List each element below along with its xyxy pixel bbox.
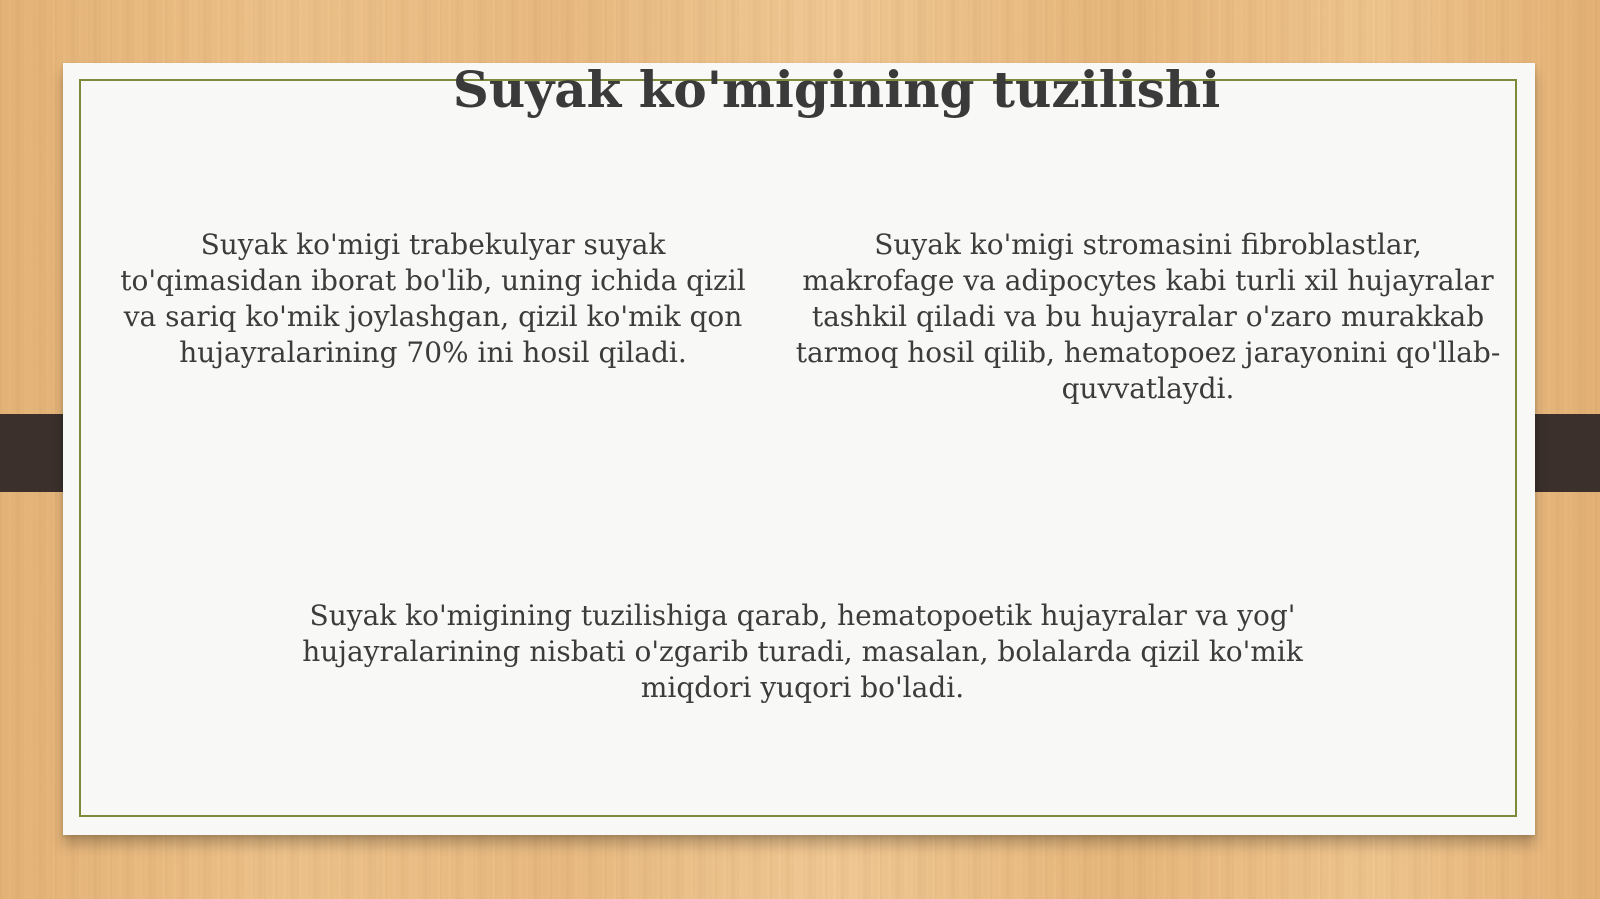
slide-frame	[79, 79, 1517, 817]
slide-title: Suyak ko'migining tuzilishi	[452, 60, 1221, 119]
bottom-text-block: Suyak ko'migining tuzilishiga qarab, hematopoetik hujayralar va yog' hujayralarining nisbati o'zgarib turadi, masalan, bolalarda qizil ko'mik miqdori yuqori bo'ladi.	[302, 599, 1303, 704]
left-text-block: Suyak ko'migi trabekulyar suyak to'qimasidan iborat bo'lib, uning ichida qizil va sariq ko'mik joylashgan, qizil ko'mik qon hujayralarining 70% ini hosil qiladi.	[120, 228, 746, 369]
slide-card	[63, 63, 1535, 835]
right-text-block: Suyak ko'migi stromasini fibroblastlar, makrofage va adipocytes kabi turli xil hujayralar tashkil qiladi va bu hujayralar o'zaro murakkab tarmoq hosil qilib, hematopoez jarayonini qo'llab-quvvatlaydi.	[795, 228, 1501, 405]
